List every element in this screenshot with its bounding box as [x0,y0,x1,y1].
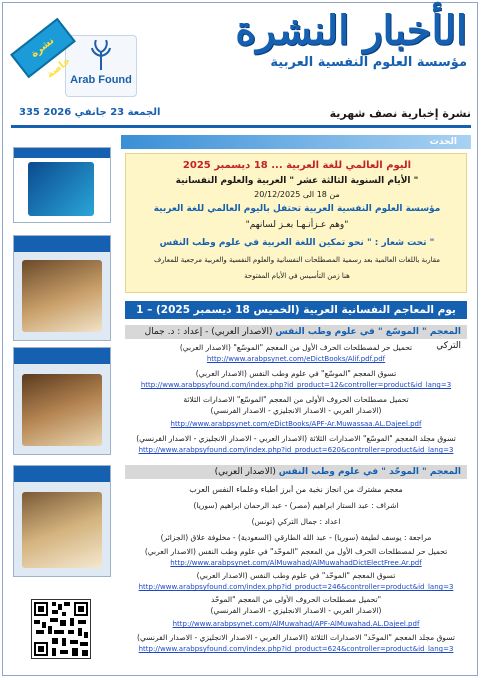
event-line-7: مقاربة باللغات العالمية بعد رسمية المصطلحات النفسانية والعلوم النفسية والعربية مرجعية للمعارف [153,256,441,264]
block-2-heading-rest: (الاصدار العربي) [214,467,276,477]
tree-icon [90,40,112,70]
block-2-link[interactable]: http://www.arabpsynet.com/AlMuwahad/AlMuwahadDictElectFree.Ar.pdf [170,559,422,567]
cover-image [22,260,102,332]
cover-thumbnail-4[interactable] [13,465,111,577]
block-1-heading-title: المعجم " الموسّع " في علوم وطب النفس [275,327,461,337]
block-2-row: تسوق مجلد المعجم "الموحّد" الاصدارات الثلاثة (الاصدار العربي - الاصدار الانجليزي - الاصدار الفرنسي) [137,633,455,642]
block-1-row: تسوق مجلد المعجم "الموسّع" الاصدارات الثلاثة (الاصدار العربي - الاصدار الانجليزي - الاصدار الفرنسي) [136,434,456,443]
issue-info-row [11,107,471,125]
section-label: الحدث [429,137,457,147]
cover-thumbnail-2[interactable] [13,235,111,341]
block-1-row: (الاصدار العربي - الاصدار الانجليزي - الاصدار الفرنسي) [210,406,382,415]
cover-image [22,492,102,568]
main-content [121,135,471,675]
event-line-8: هنا زمن التأسيس في الأيام المفتوحة [244,272,350,280]
block-1-heading-rest: (الاصدار العربي) - إعداد : د. جمال التركي [144,327,461,351]
page-title: الأخبار النشرة [235,7,467,54]
section-bar [121,135,471,149]
block-1-row: تحميل حر لمصطلحات الحرف الأول من المعجم "الموسّع" (الاصدار العربي) [179,343,413,352]
block-2-row: تسوق المعجم "الموحّد" في علوم وطب النفس (الاصدار العربي) [196,571,396,580]
block-2-heading-title: المعجم " الموحّد " في علوم وطب النفس [278,467,461,477]
event-box [125,153,467,293]
qr-code-icon [32,600,90,658]
block-2-row: اشراف : عبد الستار ابراهيم (مصر) - عبد الرحمان ابراهيم (سوريا) [193,501,399,510]
issue-date: 335 الجمعة 23 جانفي 2026 [19,107,161,118]
qr-code[interactable] [31,599,91,659]
block-1-link[interactable]: http://www.arabpsynet.com/eDictBooks/APF-Ar.Muwassaa.AL.Dajeel.pdf [170,420,422,428]
block-2-row: اعداد : جمال التركي (تونس) [251,517,341,526]
block-1-link[interactable]: http://www.arabpsyfound.com/index.php?id_product=620&controller=product&id_lang=3 [138,446,454,454]
block-2-row: معجم مشترك من انجاز نخبة من أبرز أطباء وعلماء النفس العرب [189,485,403,494]
block-2-row: (الاصدار العربي - الاصدار الانجليزي - الاصدار الفرنسي) [210,606,382,615]
event-title: اليوم العالمي للغة العربية ... 18 ديسمبر 2025 [182,160,412,171]
header-divider [11,125,471,128]
logo-text: Arab Found [70,74,132,86]
block-2-row: تحميل حر لمصطلحات الحرف الأول من المعجم "الموحّد" في علوم وطب النفس (الاصدار العربي) [144,547,448,556]
event-line-3: من 18 الى 20/12/2025 [254,190,340,199]
event-line-2: الأيام السنوية الثالثة عشر " العربية والعلوم النفسانية " [175,176,419,186]
cover-thumbnail-3[interactable] [13,347,111,455]
newsletter-page [2,2,478,676]
page-subtitle: مؤسسة العلوم النفسية العربية [270,55,467,70]
cover-image [28,162,94,216]
event-line-4: مؤسسة العلوم النفسية العربية تحتفل باليوم العالمي للغة العربية [153,204,441,214]
issue-frequency: نشرة إخبارية نصف شهرية [329,107,471,120]
block-2-link[interactable]: http://www.arabpsyfound.com/index.php?id_product=624&controller=product&id_lang=3 [138,645,454,653]
cover-image [22,374,102,446]
event-slogan: تحت شعار : " نحو تمكين اللغة العربية في علوم وطب النفس " [159,238,435,248]
masthead [3,3,477,103]
cover-thumbnail-1[interactable] [13,147,111,223]
block-1-row: تسوق المعجم "الموسّع" في علوم وطب النفس (الاصدار العربي) [195,369,397,378]
special-edition-ribbon: نشرة خاصة [10,18,76,79]
block-2-row: مراجعة : يوسف لطيفة (سوريا) - عبد الله الطارقي (السعودية) - مخلوفة علاق (الجزائر) [160,533,432,542]
block-2-link[interactable]: http://www.arabpsyfound.com/index.php?id_product=246&controller=product&id_lang=3 [138,583,454,591]
day-heading: 1 – يوم المعاجم النفسانية العربية (الخميس 18 ديسمبر 2025) [125,301,467,319]
block-1-link[interactable]: http://www.arabpsyfound.com/index.php?id_product=12&controller=product&id_lang=3 [140,381,452,389]
block-1-row: تحميل مصطلحات الحروف الأولى من المعجم "الموسّع" الاصدارات الثلاثة [183,395,409,404]
block-2-row: تحميل مصطلحات الحروف الأولى من المعجم "الموحّد" [210,595,382,604]
masthead-title-block [167,9,467,71]
block-2-heading [125,465,467,479]
block-1-link[interactable]: http://www.arabpsynet.com/eDictBooks/Alif.pdf.pdf [206,355,386,363]
block-2-link[interactable]: http://www.arabpsynet.com/AlMuwahad/APF-AlMuwahad.AL.Dajeel.pdf [172,620,420,628]
event-line-5: "وهم عـزأنـهـا بعـز لسانهم" [245,220,349,230]
arab-found-logo [65,35,137,97]
